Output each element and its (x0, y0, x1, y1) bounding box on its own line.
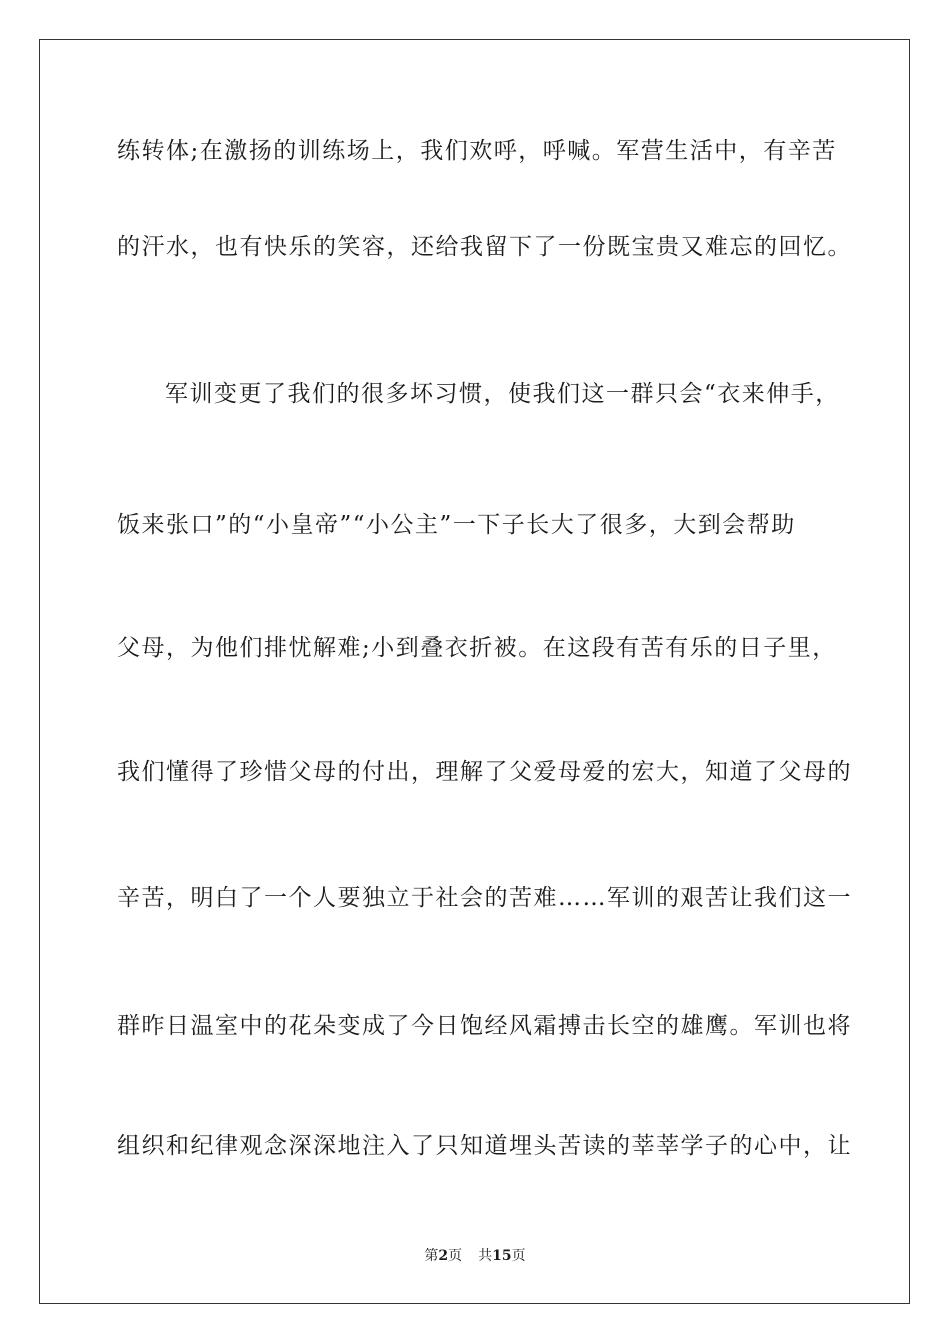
page-number: 2 (438, 1248, 449, 1264)
text-line-8: 群昨日温室中的花朵变成了今日饱经风霜搏击长空的雄鹰。军训也将 (117, 1013, 852, 1039)
text-line-4: 饭来张口”的“小皇帝”“小公主”一下子长大了很多，大到会帮助 (117, 512, 796, 538)
page-footer (0, 1247, 950, 1265)
text-line-6: 我们懂得了珍惜父母的付出，理解了父爱母爱的宏大，知道了父母的 (117, 759, 852, 785)
page-number-prefix: 第 (424, 1248, 439, 1264)
page-border (39, 39, 910, 1304)
text-line-7: 辛苦，明白了一个人要独立于社会的苦难……军训的艰苦让我们这一 (117, 885, 852, 911)
text-line-5: 父母，为他们排忧解难;小到叠衣折被。在这段有苦有乐的日子里， (117, 635, 837, 661)
total-pages-prefix: 共 (478, 1248, 493, 1264)
text-line-2: 的汗水，也有快乐的笑容，还给我留下了一份既宝贵又难忘的回忆。 (117, 234, 852, 260)
page-number-suffix: 页 (448, 1248, 463, 1264)
text-line-9: 组织和纪律观念深深地注入了只知道埋头苦读的莘莘学子的心中，让 (117, 1133, 852, 1159)
text-line-1: 练转体;在激扬的训练场上，我们欢呼，呼喊。军营生活中，有辛苦 (117, 138, 837, 164)
total-pages: 15 (492, 1248, 512, 1264)
total-pages-suffix: 页 (511, 1248, 526, 1264)
paragraph-first-line: 军训变更了我们的很多坏习惯，使我们这一群只会“衣来伸手， (165, 381, 840, 407)
